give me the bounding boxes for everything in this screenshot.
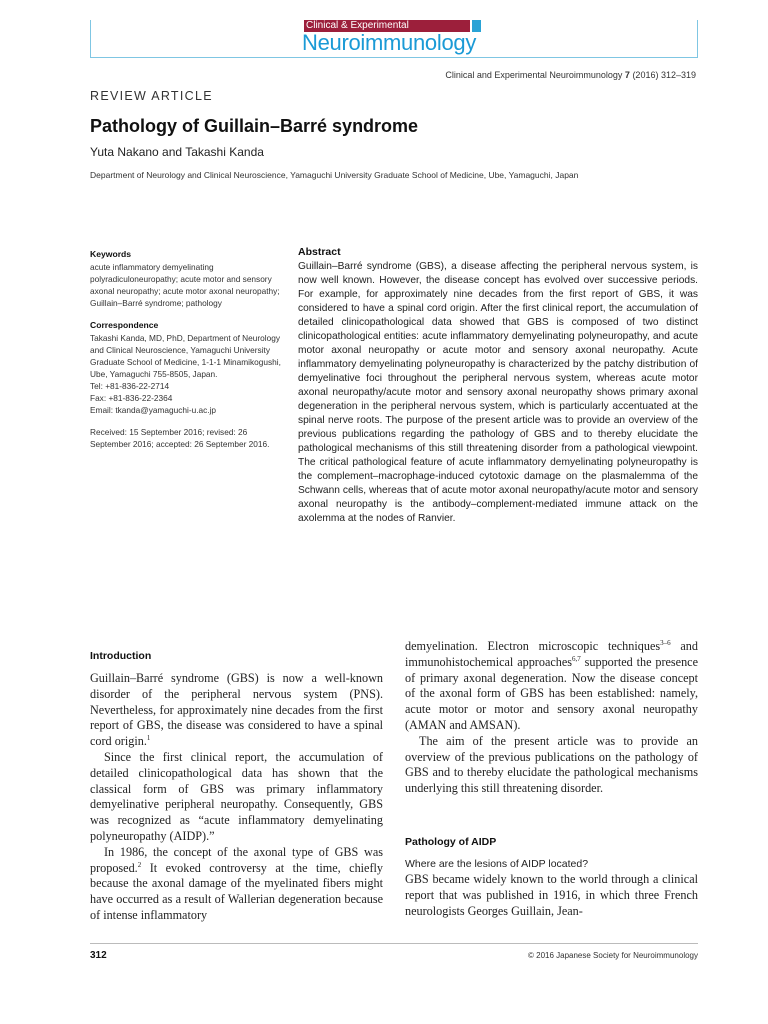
article-sidebar <box>90 248 285 460</box>
right-column <box>405 639 698 797</box>
citation-sup: 2 <box>137 860 142 869</box>
article-affiliation: Department of Neurology and Clinical Neuroscience, Yamaguchi University Graduate School of Medicine, Ube, Yamaguchi, Japan <box>90 170 579 180</box>
citation <box>445 70 696 80</box>
article-authors: Yuta Nakano and Takashi Kanda <box>90 145 264 159</box>
copyright: © 2016 Japanese Society for Neuroimmunology <box>528 951 698 960</box>
received-dates: Received: 15 September 2016; revised: 26 September 2016; accepted: 26 September 2016. <box>90 427 270 449</box>
article-title: Pathology of Guillain–Barré syndrome <box>90 116 419 136</box>
citation-sup: 3–6 <box>660 638 671 647</box>
citation-sup: 1 <box>146 734 151 743</box>
aidp-column <box>405 872 698 919</box>
citation-pages: (2016) 312–319 <box>629 70 696 80</box>
abstract <box>298 246 698 526</box>
dates-block <box>90 426 285 450</box>
abstract-text: Guillain–Barré syndrome (GBS), a disease affecting the peripheral nervous system, is now well known. However, the disease concept has evolved over successive periods. For example, for approximately nine decades from the first report of GBS, it was considered to have a spinal cord origin. After the first clinical report, the accumulation of detailed clinicopathological data showed that GBS is composed of two distinct clinicopathological entities: acute inflammatory demyelinating polyneuropathy, and acute motor axonal neuropathy or acute motor and sensory axonal neuropathy. Acute inflammatory demyelinating polyneuropathy is characterized by the patchy distribution of demyelinative foci throughout the peripheral nervous system, whereas acute motor axonal neuropathy/acute motor and sensory axonal neuropathy shows primary axonal degeneration in the peripheral nervous system, which is particularly accentuated at the spinal nerve roots. The purpose of the present article was to provide an overview of the previous publications regarding the pathology of GBS and to thereby elucidate the pathological mechanisms of this still threatening disorder from a pathological viewpoint. The critical pathological feature of acute inflammatory demyelinating polyneuropathy is the complement–macrophage-induced cytotoxic damage on the plasmalemma of the Schwann cells, whereas that of acute motor axonal neuropathy/acute motor and sensory axonal neuropathy is the antibody–complement-mediated immune attack on the axolemma at the nodes of Ranvier. <box>298 261 698 524</box>
keywords-heading: Keywords <box>90 249 132 259</box>
right-paragraph-1: demyelination. Electron microscopic techniques$^{3-6}$ and immunohistochemical approaches$^{6,7}$ supported the presence of primary axonal degeneration. Now the disease concept of the axonal form of GBS has been established: namely, acute motor or motor and sensory axonal neuropathy (AMAN and AMSAN). <box>405 638 698 732</box>
aidp-paragraph-1: GBS became widely known to the world through a clinical report that was published in 1916, in which three French neurologists Georges Guillain, Jean- <box>405 872 698 918</box>
abstract-heading: Abstract <box>298 246 341 258</box>
intro-paragraph-1: Guillain–Barré syndrome (GBS) is now a well-known disorder of the peripheral nervous system (PNS). Nevertheless, for approximately nine decades from the first report of GBS, the disease was considered to have a spinal cord origin.$^1$ <box>90 671 383 749</box>
keywords-block <box>90 248 285 309</box>
footer-rule <box>90 943 698 944</box>
correspondence-heading: Correspondence <box>90 320 159 330</box>
right-paragraph-2: The aim of the present article was to provide an overview of the previous publications on the pathology of GBS and to thereby elucidate the pathological mechanisms underlying this still threatening disorder. <box>405 733 698 796</box>
page-number: 312 <box>90 950 107 961</box>
article-type: REVIEW ARTICLE <box>90 89 213 103</box>
correspondence-block <box>90 319 285 416</box>
citation-sup: 6,7 <box>572 654 581 663</box>
correspondence-fax: Fax: +81-836-22-2364 <box>90 393 173 403</box>
journal-banner: Clinical & Experimental <box>304 20 470 32</box>
intro-paragraph-3: In 1986, the concept of the axonal type of GBS was proposed.$^2$ It evoked controversy at the time, chiefly because the axonal damage of the myelinated fibers might have occurred as a result of Wallerian degeneration because of intense inflammatory <box>90 844 383 922</box>
aidp-subheading: Where are the lesions of AIDP located? <box>405 858 589 870</box>
citation-volume: 7 <box>624 70 630 80</box>
aidp-heading: Pathology of AIDP <box>405 836 497 848</box>
journal-name: Neuroimmunology <box>302 30 477 55</box>
left-column <box>90 671 383 924</box>
introduction-heading: Introduction <box>90 650 152 662</box>
citation-journal: Clinical and Experimental Neuroimmunology <box>445 70 625 80</box>
keywords-list: acute inflammatory demyelinating polyradiculoneuropathy; acute motor and sensory axonal neuropathy; acute motor axonal neuropathy; Guillain–Barré syndrome; pathology <box>90 262 280 308</box>
correspondence-tel: Tel: +81-836-22-2714 <box>90 381 170 391</box>
correspondence-email[interactable]: Email: tkanda@yamaguchi-u.ac.jp <box>90 405 217 415</box>
intro-paragraph-2: Since the first clinical report, the accumulation of detailed clinicopathological data has shown that the classical form of GBS was primary inflammatory demyelinative peripheral neuropathy. Consequently, GBS was recognized as “acute inflammatory demyelinating polyneuropathy (AIDP).” <box>90 749 383 843</box>
correspondence-address: Takashi Kanda, MD, PhD, Department of Neurology and Clinical Neuroscience, Yamaguchi University Graduate School of Medicine, 1-1-1 Minamikogushi, Ube, Yamaguchi 755-8505, Japan. <box>90 333 281 379</box>
